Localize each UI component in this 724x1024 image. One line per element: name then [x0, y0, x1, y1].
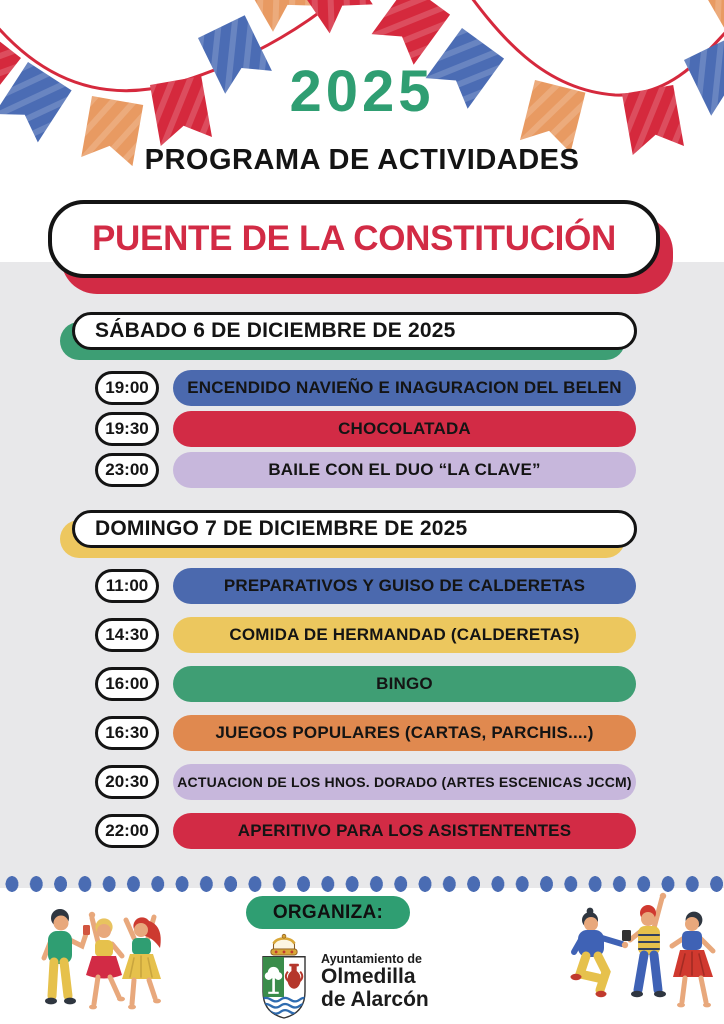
schedule-row — [95, 411, 636, 447]
schedule-row — [95, 764, 636, 800]
schedule-row — [95, 617, 636, 653]
dancers-right-icon — [546, 888, 724, 1022]
day-header-sunday: DOMINGO 7 DE DICIEMBRE DE 2025 — [72, 510, 637, 548]
flag-icon — [372, 0, 451, 65]
time-badge: 22:00 — [95, 814, 159, 848]
organiza-pill: ORGANIZA: — [246, 896, 410, 929]
time-badge: 14:30 — [95, 618, 159, 652]
event-pill: APERITIVO PARA LOS ASISTENTENTES — [173, 813, 636, 849]
time-badge: 20:30 — [95, 765, 159, 799]
time-badge: 16:00 — [95, 667, 159, 701]
schedule-row — [95, 715, 636, 751]
saturday-events — [0, 370, 724, 488]
schedule-row — [95, 568, 636, 604]
municipality-logo — [256, 932, 429, 1020]
sunday-events — [0, 568, 724, 849]
dancers-left-icon — [22, 898, 182, 1022]
event-pill: PREPARATIVOS Y GUISO DE CALDERETAS — [173, 568, 636, 604]
municipality-line3: de Alarcón — [321, 987, 429, 1011]
shield — [261, 957, 309, 1018]
schedule-row — [95, 370, 636, 406]
flag-icon — [242, 0, 318, 32]
poster-subtitle: PROGRAMA DE ACTIVIDADES — [144, 144, 580, 176]
municipality-name — [321, 932, 429, 1020]
time-badge: 11:00 — [95, 569, 159, 603]
schedule-row — [95, 813, 636, 849]
time-badge: 19:00 — [95, 371, 159, 405]
title-card — [48, 200, 660, 278]
schedule-row — [95, 452, 636, 488]
event-pill: JUEGOS POPULARES (CARTAS, PARCHIS....) — [173, 715, 636, 751]
time-badge: 16:30 — [95, 716, 159, 750]
day-header-saturday: SÁBADO 6 DE DICIEMBRE DE 2025 — [72, 312, 637, 350]
event-pill: ENCENDIDO NAVIEÑO E INAGURACION DEL BELEN — [173, 370, 636, 406]
time-badge: 19:30 — [95, 412, 159, 446]
event-pill: BINGO — [173, 666, 636, 702]
event-pill: BAILE CON EL DUO “LA CLAVE” — [173, 452, 636, 488]
coat-of-arms-icon — [256, 932, 312, 1020]
time-badge: 23:00 — [95, 453, 159, 487]
event-pill: COMIDA DE HERMANDAD (CALDERETAS) — [173, 617, 636, 653]
schedule-row — [95, 666, 636, 702]
year-heading: 2025 — [289, 59, 435, 124]
crown — [271, 934, 297, 955]
event-pill: ACTUACION DE LOS HNOS. DORADO (ARTES ESCENICAS JCCM) — [173, 764, 636, 800]
municipality-line2: Olmedilla — [321, 965, 416, 988]
flag-icon — [700, 0, 724, 40]
poster-title: PUENTE DE LA CONSTITUCIÓN — [92, 219, 616, 258]
event-pill: CHOCOLATADA — [173, 411, 636, 447]
schedule — [0, 312, 724, 862]
municipality-line1: Ayuntamiento de — [321, 952, 422, 966]
